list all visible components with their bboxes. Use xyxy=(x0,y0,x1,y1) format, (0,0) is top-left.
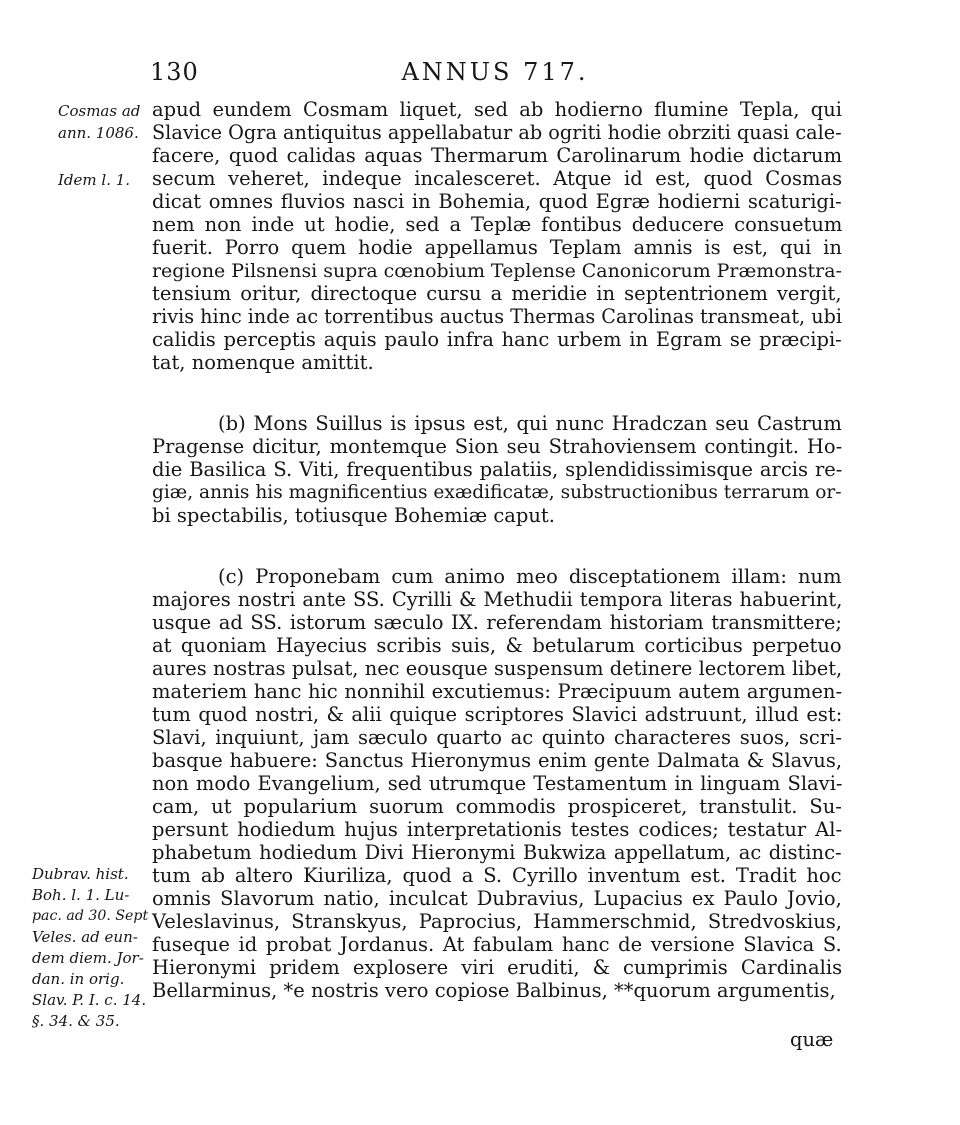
text-line: apud eundem Cosmam liquet, sed ab hodierno flumine Tepla, qui xyxy=(152,98,843,121)
margin-note: ann. 1086. xyxy=(58,124,139,142)
text-line: (c) Proponebam cum animo meo disceptationem illam: num xyxy=(218,565,842,588)
text-line: die Basilica S. Viti, frequentibus palatiis, splendidissimisque arcis re- xyxy=(152,458,843,481)
text-line: regione Pilsnensi supra cœnobium Teplense Canonicorum Præmonstra- xyxy=(152,260,842,282)
text-line: non modo Evangelium, sed utrumque Testamentum in linguam Slavi- xyxy=(152,772,843,795)
page-header xyxy=(150,52,840,92)
text-line: bi spectabilis, totiusque Bohemiæ caput. xyxy=(152,504,555,527)
text-line: aures nostras pulsat, nec eousque suspensum detinere lectorem libet, xyxy=(152,657,843,680)
text-line: dicat omnes fluvios nasci in Bohemia, quod Egræ hodierni scaturigi- xyxy=(152,190,842,213)
text-line: Slavice Ogra antiquitus appellabatur ab ogriti hodie obrziti quasi cale- xyxy=(152,121,842,144)
margin-note: Dubrav. hist. xyxy=(32,865,129,883)
text-line: tum quod nostri, & alii quique scriptores Slavici adstruunt, illud est: xyxy=(152,703,843,726)
text-line: rivis hinc inde ac torrentibus auctus Thermas Carolinas transmeat, ubi xyxy=(152,305,842,328)
text-line: Veleslavinus, Stranskyus, Paprocius, Hammerschmid, Stredvoskius, xyxy=(152,910,842,933)
text-line: Pragense dicitur, montemque Sion seu Strahoviensem contingit. Ho- xyxy=(152,435,843,458)
margin-note: Slav. P. I. c. 14. xyxy=(32,991,147,1009)
margin-note: pac. ad 30. Sept xyxy=(32,908,149,924)
text-line: Hieronymi pridem explosere viri eruditi, & cumprimis Cardinalis xyxy=(152,956,843,979)
text-line: (b) Mons Suillus is ipsus est, qui nunc Hradczan seu Castrum xyxy=(218,412,842,435)
margin-note: Boh. l. 1. Lu- xyxy=(32,886,130,904)
text-line: usque ad SS. istorum sæculo IX. referendam historiam transmittere; xyxy=(152,611,842,634)
text-line: tat, nomenque amittit. xyxy=(152,351,374,374)
margin-note: Veles. ad eun- xyxy=(32,928,138,946)
running-head: ANNUS 717. xyxy=(401,58,589,86)
text-line: majores nostri ante SS. Cyrilli & Methudii tempora literas habuerint, xyxy=(152,588,843,611)
text-line: omnis Slavorum natio, inculcat Dubravius, Lupacius ex Paulo Jovio, xyxy=(152,887,842,910)
text-line: phabetum hodiedum Divi Hieronymi Bukwiza appellatum, ac distinc- xyxy=(152,841,842,864)
text-line: at quoniam Hayecius scribis suis, & betularum corticibus perpetuo xyxy=(152,634,842,657)
text-line: materiem hanc hic nonnihil excutiemus: Præcipuum autem argumen- xyxy=(152,680,843,703)
page-number: 130 xyxy=(150,58,199,86)
text-line: basque habuere: Sanctus Hieronymus enim gente Dalmata & Slavus, xyxy=(152,749,843,772)
text-line: persunt hodiedum hujus interpretationis testes codices; testatur Al- xyxy=(152,818,843,841)
margin-note: Idem l. 1. xyxy=(58,171,131,189)
text-line: Slavi, inquiunt, jam sæculo quarto ac quinto characteres suos, scri- xyxy=(152,726,842,749)
margin-note: §. 34. & 35. xyxy=(32,1012,120,1030)
text-line: secum veheret, indeque incalesceret. Atque id est, quod Cosmas xyxy=(152,167,843,190)
catchword: quæ xyxy=(790,1028,834,1051)
text-line: fuseque id probat Jordanus. At fabulam hanc de versione Slavica S. xyxy=(152,933,842,956)
text-line: cam, ut popularium suorum commodis prospiceret, transtulit. Su- xyxy=(152,795,842,818)
text-line: tum ab altero Kiuriliza, quod a S. Cyrillo inventum est. Tradit hoc xyxy=(152,864,842,887)
margin-note: Cosmas ad xyxy=(58,102,141,120)
text-line: tensium oritur, directoque cursu a meridie in septentrionem vergit, xyxy=(152,282,842,305)
margin-note: dan. in orig. xyxy=(32,970,125,988)
text-line: fuerit. Porro quem hodie appellamus Teplam amnis is est, qui in xyxy=(152,236,842,259)
text-line: Bellarminus, *e nostris vero copiose Balbinus, **quorum argumentis, xyxy=(152,979,836,1002)
text-line: calidis perceptis aquis paulo infra hanc urbem in Egram se præcipi- xyxy=(152,328,842,351)
margin-note: dem diem. Jor- xyxy=(32,949,144,967)
text-line: facere, quod calidas aquas Thermarum Carolinarum hodie dictarum xyxy=(152,144,843,167)
text-line: nem non inde ut hodie, sed a Teplæ fontibus deducere consuetum xyxy=(152,213,843,236)
text-line: giæ, annis his magnificentius exædificatæ, substructionibus terrarum or- xyxy=(152,482,842,503)
